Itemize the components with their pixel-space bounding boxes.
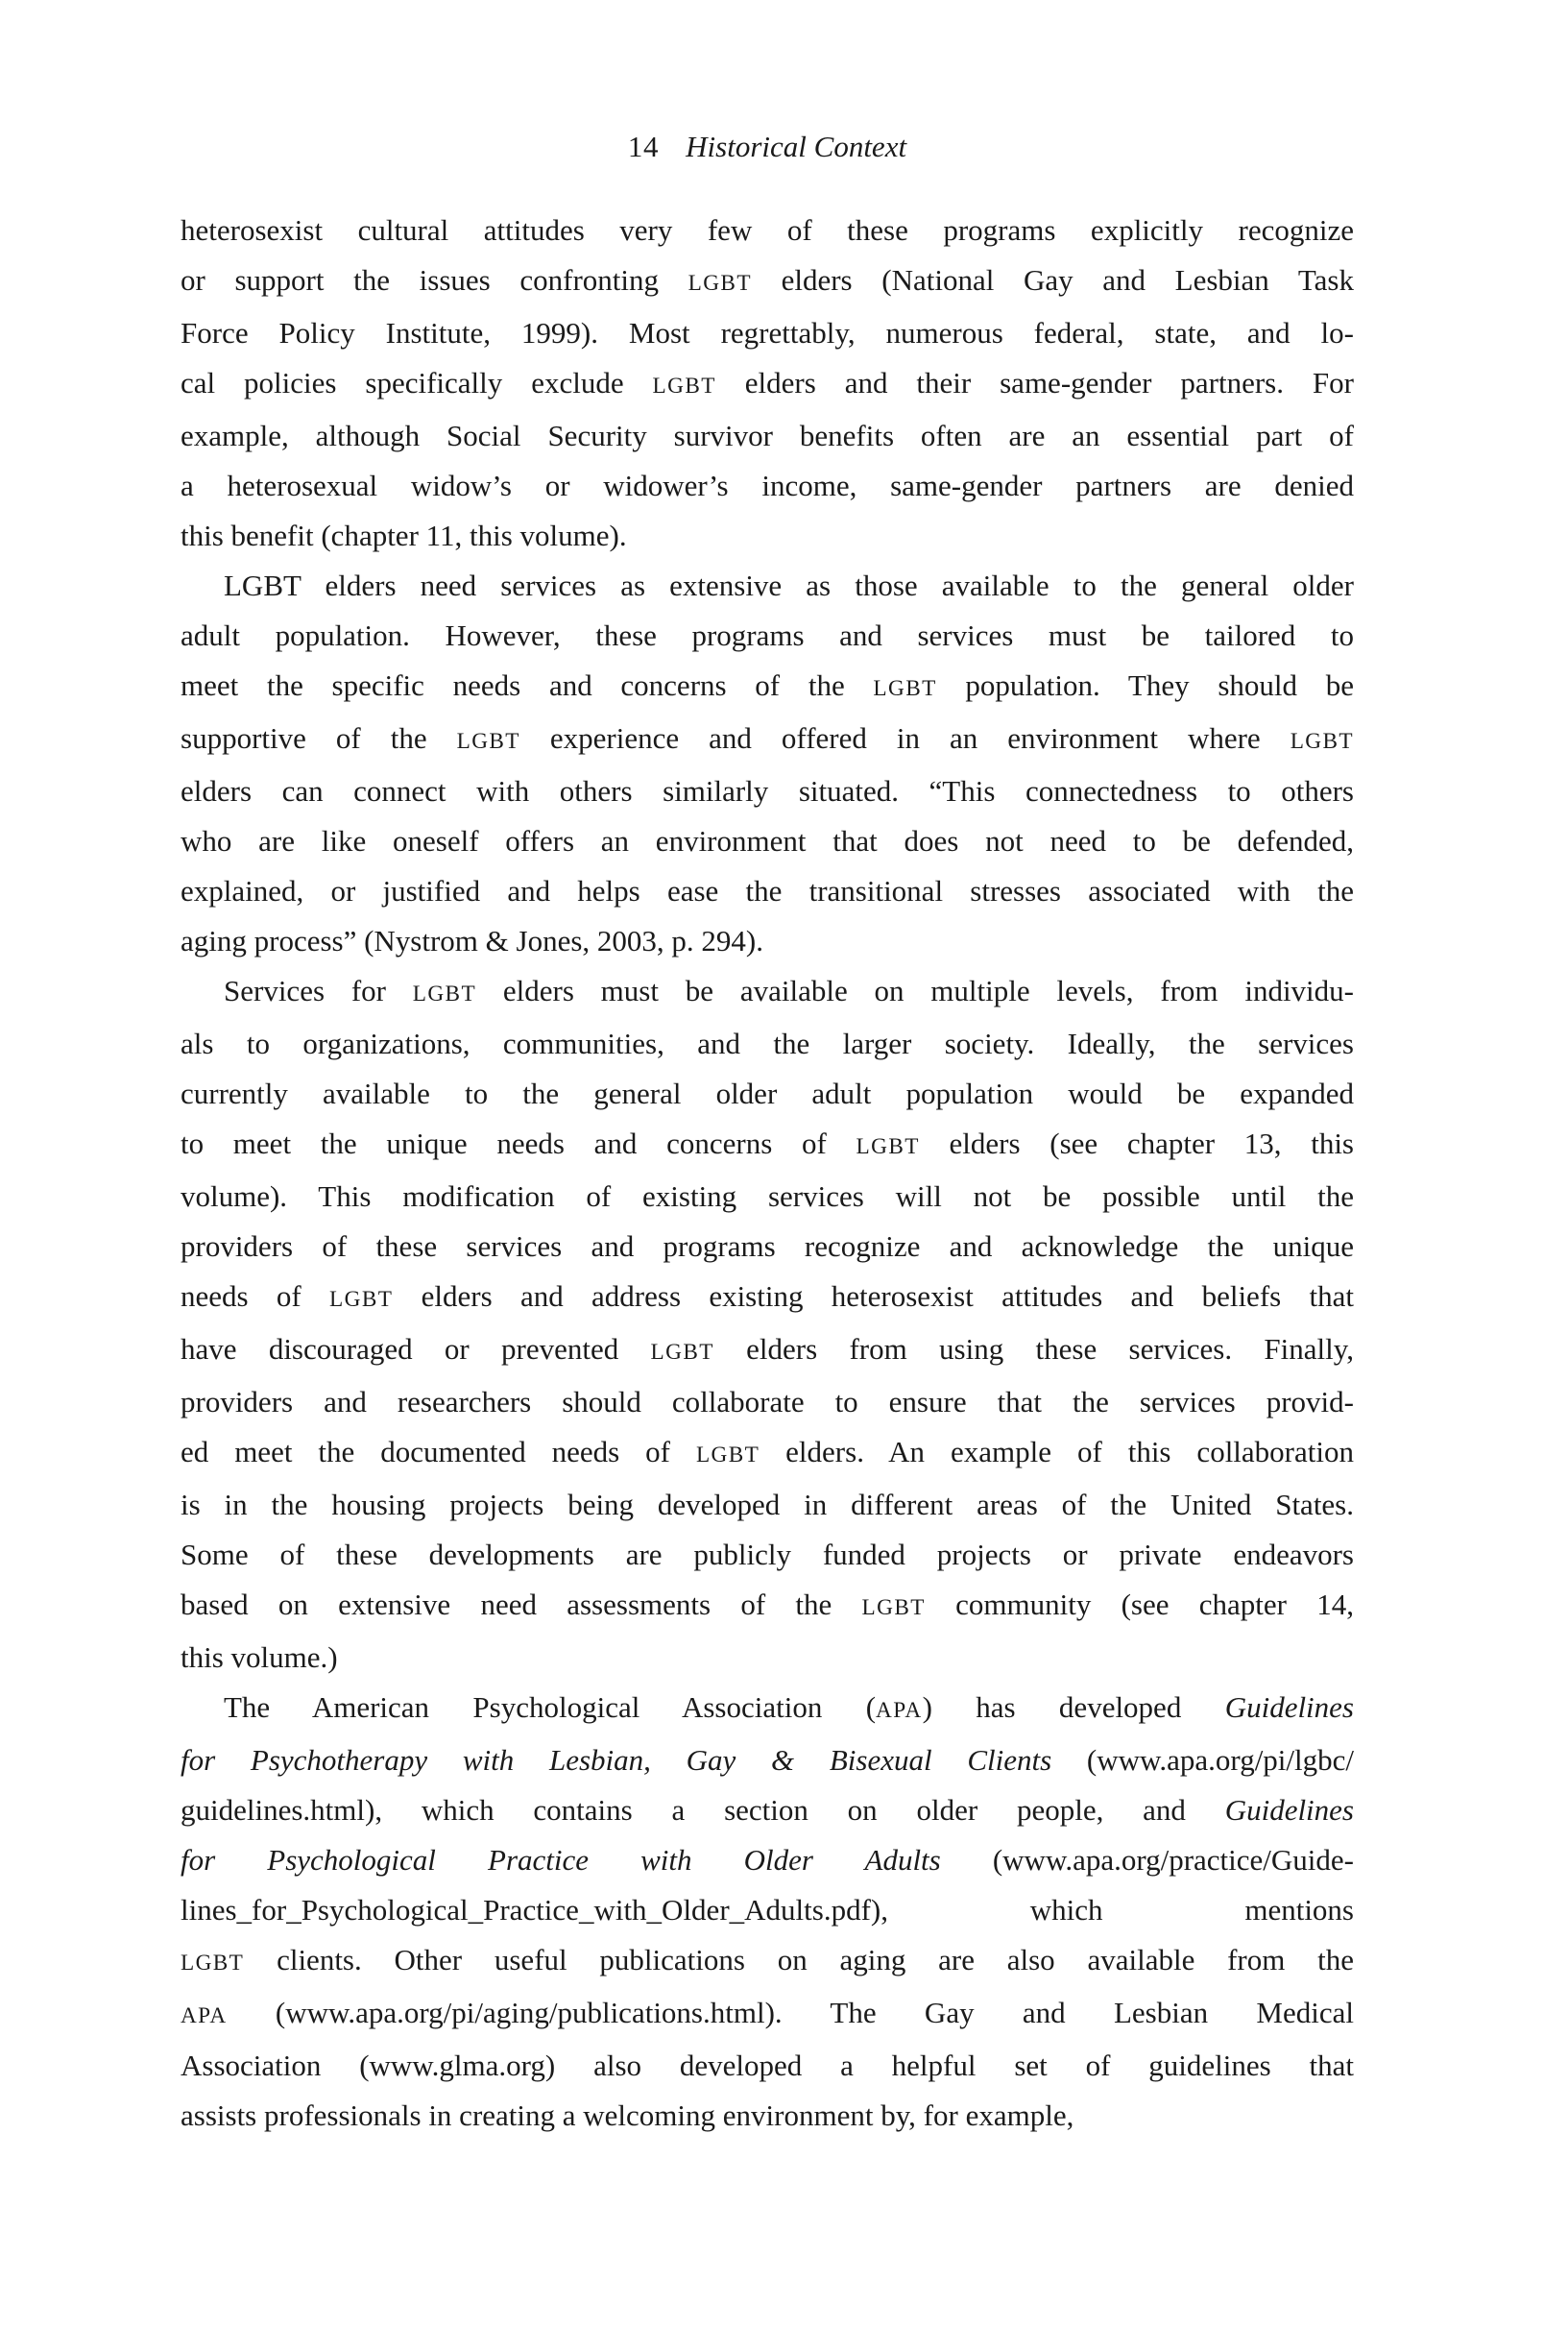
body-text-segment: (www.apa.org/pi/lgbc/ <box>1051 1743 1355 1777</box>
body-text-segment: elders and their same-gender partners. For <box>715 366 1354 400</box>
body-text-segment: (www.apa.org/pi/aging/publications.html). The Gay and Lesbian Medical <box>227 1996 1354 2029</box>
text-line <box>181 1633 1354 1683</box>
small-caps-text: LGBT <box>856 1134 920 1159</box>
body-text-segment: population. They should be <box>936 668 1354 702</box>
text-line <box>181 1580 1354 1633</box>
body-text-segment: ) has developed <box>922 1690 1225 1724</box>
body-text-segment: a heterosexual widow’s or widower’s income, same-gender partners are denied <box>181 469 1354 502</box>
body-text-segment: elders from using these services. Finally, <box>713 1332 1354 1366</box>
small-caps-text: APA <box>876 1698 923 1723</box>
body-text-segment: assists professionals in creating a welcoming environment by, for example, <box>181 2098 1074 2132</box>
small-caps-text: LGBT <box>861 1595 926 1620</box>
paragraph <box>181 561 1354 966</box>
text-line <box>181 916 1354 966</box>
body-text-segment: als to organizations, communities, and the larger society. Ideally, the services <box>181 1027 1354 1060</box>
body-text-segment: Services for <box>224 974 413 1007</box>
text-line <box>181 1119 1354 1172</box>
text-line <box>181 1530 1354 1580</box>
body-text-segment: clients. Other useful publications on aging are also available from the <box>244 1943 1354 1976</box>
body-text-segment: supportive of the <box>181 721 457 755</box>
body-text-segment: volume). This modification of existing services will not be possible until the <box>181 1179 1354 1213</box>
body-text-segment: to meet the unique needs and concerns of <box>181 1127 856 1160</box>
text-line <box>181 255 1354 308</box>
text-line <box>181 1988 1354 2041</box>
paragraph <box>181 966 1354 1683</box>
text-line <box>181 1172 1354 1222</box>
text-line <box>181 1683 1354 1735</box>
body-text-segment: or support the issues confronting <box>181 263 688 297</box>
body-text-segment: experience and offered in an environment where <box>519 721 1291 755</box>
body-text-segment: (www.apa.org/practice/Guide- <box>940 1843 1354 1877</box>
small-caps-text: LGBT <box>412 982 477 1006</box>
text-line <box>181 1427 1354 1480</box>
text-line <box>181 866 1354 916</box>
body-text-segment: Force Policy Institute, 1999). Most regrettably, numerous federal, state, and lo- <box>181 316 1354 350</box>
small-caps-text: LGBT <box>456 729 520 754</box>
text-line <box>181 358 1354 411</box>
italic-text: Guidelines <box>1224 1793 1354 1827</box>
page-header <box>181 129 1354 165</box>
text-line <box>181 461 1354 511</box>
body-text-segment: Association (www.glma.org) also developed a helpful set of guidelines that <box>181 2049 1354 2082</box>
body-text-segment: providers and researchers should collaborate to ensure that the services provid- <box>181 1385 1354 1418</box>
text-line <box>181 766 1354 816</box>
body-text-segment: heterosexist cultural attitudes very few of these programs explicitly recognize <box>181 213 1354 247</box>
text-line <box>181 308 1354 358</box>
text-line <box>181 1835 1354 1885</box>
small-caps-text: LGBT <box>1290 729 1354 754</box>
paragraph <box>181 1683 1354 2141</box>
italic-text: for Psychological Practice with Older Adults <box>181 1843 941 1877</box>
small-caps-text: LGBT <box>695 1443 760 1467</box>
text-line <box>181 1735 1354 1785</box>
body-text-segment: needs of <box>181 1279 330 1313</box>
text-line <box>181 611 1354 661</box>
body-text <box>181 206 1354 2141</box>
text-line <box>181 206 1354 255</box>
body-text-segment: community (see chapter 14, <box>925 1588 1354 1621</box>
body-text-segment: elders can connect with others similarly situated. “This connectedness to others <box>181 774 1354 808</box>
text-line <box>181 1935 1354 1988</box>
small-caps-text: LGBT <box>688 271 752 296</box>
body-text-segment: this benefit (chapter 11, this volume). <box>181 519 627 552</box>
text-line <box>181 816 1354 866</box>
page-number: 14 <box>627 130 660 163</box>
text-line <box>181 1480 1354 1530</box>
running-head-title: Historical Context <box>686 130 907 163</box>
body-text-segment: lines_for_Psychological_Practice_with_Older_Adults.pdf), which mentions <box>181 1893 1354 1927</box>
body-text-segment: who are like oneself offers an environment that does not need to be defended, <box>181 824 1354 858</box>
body-text-segment: is in the housing projects being developed in different areas of the United States. <box>181 1488 1354 1521</box>
text-line <box>181 2091 1354 2141</box>
text-line <box>181 2041 1354 2091</box>
text-line <box>181 714 1354 766</box>
text-line <box>181 1324 1354 1377</box>
text-line <box>181 1019 1354 1069</box>
body-text-segment: cal policies specifically exclude <box>181 366 653 400</box>
body-text-segment: elders must be available on multiple levels, from individu- <box>476 974 1354 1007</box>
body-text-segment: currently available to the general older adult population would be expanded <box>181 1077 1354 1110</box>
body-text-segment: providers of these services and programs recognize and acknowledge the unique <box>181 1229 1354 1263</box>
small-caps-text: LGBT <box>873 676 937 701</box>
text-line <box>181 1272 1354 1324</box>
body-text-segment: The American Psychological Association ( <box>224 1690 877 1724</box>
body-text-segment: Some of these developments are publicly funded projects or private endeavors <box>181 1538 1354 1571</box>
body-text-segment: elders (National Gay and Lesbian Task <box>751 263 1354 297</box>
body-text-segment: ed meet the documented needs of <box>181 1435 696 1468</box>
body-text-segment: explained, or justified and helps ease the transitional stresses associated with the <box>181 874 1354 908</box>
text-line <box>181 1069 1354 1119</box>
small-caps-text: LGBT <box>652 374 716 399</box>
text-line <box>181 561 1354 611</box>
paragraph <box>181 206 1354 561</box>
text-line <box>181 661 1354 714</box>
body-text-segment: LGBT elders need services as extensive as those available to the general older <box>224 569 1354 602</box>
italic-text: Guidelines <box>1224 1690 1354 1724</box>
small-caps-text: LGBT <box>181 1951 245 1976</box>
small-caps-text: LGBT <box>650 1340 714 1365</box>
small-caps-text: LGBT <box>329 1287 394 1312</box>
body-text-segment: based on extensive need assessments of the <box>181 1588 862 1621</box>
text-line <box>181 966 1354 1019</box>
body-text-segment: elders (see chapter 13, this <box>919 1127 1354 1160</box>
body-text-segment: guidelines.html), which contains a section on older people, and <box>181 1793 1225 1827</box>
italic-text: for Psychotherapy with Lesbian, Gay & Bisexual Clients <box>181 1743 1052 1777</box>
small-caps-text: APA <box>181 2003 228 2028</box>
body-text-segment: meet the specific needs and concerns of the <box>181 668 874 702</box>
body-text-segment: this volume.) <box>181 1640 338 1674</box>
text-line <box>181 1885 1354 1935</box>
body-text-segment: have discouraged or prevented <box>181 1332 651 1366</box>
text-line <box>181 1222 1354 1272</box>
body-text-segment: aging process” (Nystrom & Jones, 2003, p. 294). <box>181 924 763 958</box>
body-text-segment: elders and address existing heterosexist attitudes and beliefs that <box>393 1279 1355 1313</box>
body-text-segment: adult population. However, these programs and services must be tailored to <box>181 618 1354 652</box>
text-line <box>181 1785 1354 1835</box>
text-line <box>181 511 1354 561</box>
text-line <box>181 1377 1354 1427</box>
body-text-segment: example, although Social Security survivor benefits often are an essential part of <box>181 419 1354 452</box>
body-text-segment: elders. An example of this collaboration <box>760 1435 1354 1468</box>
text-line <box>181 411 1354 461</box>
